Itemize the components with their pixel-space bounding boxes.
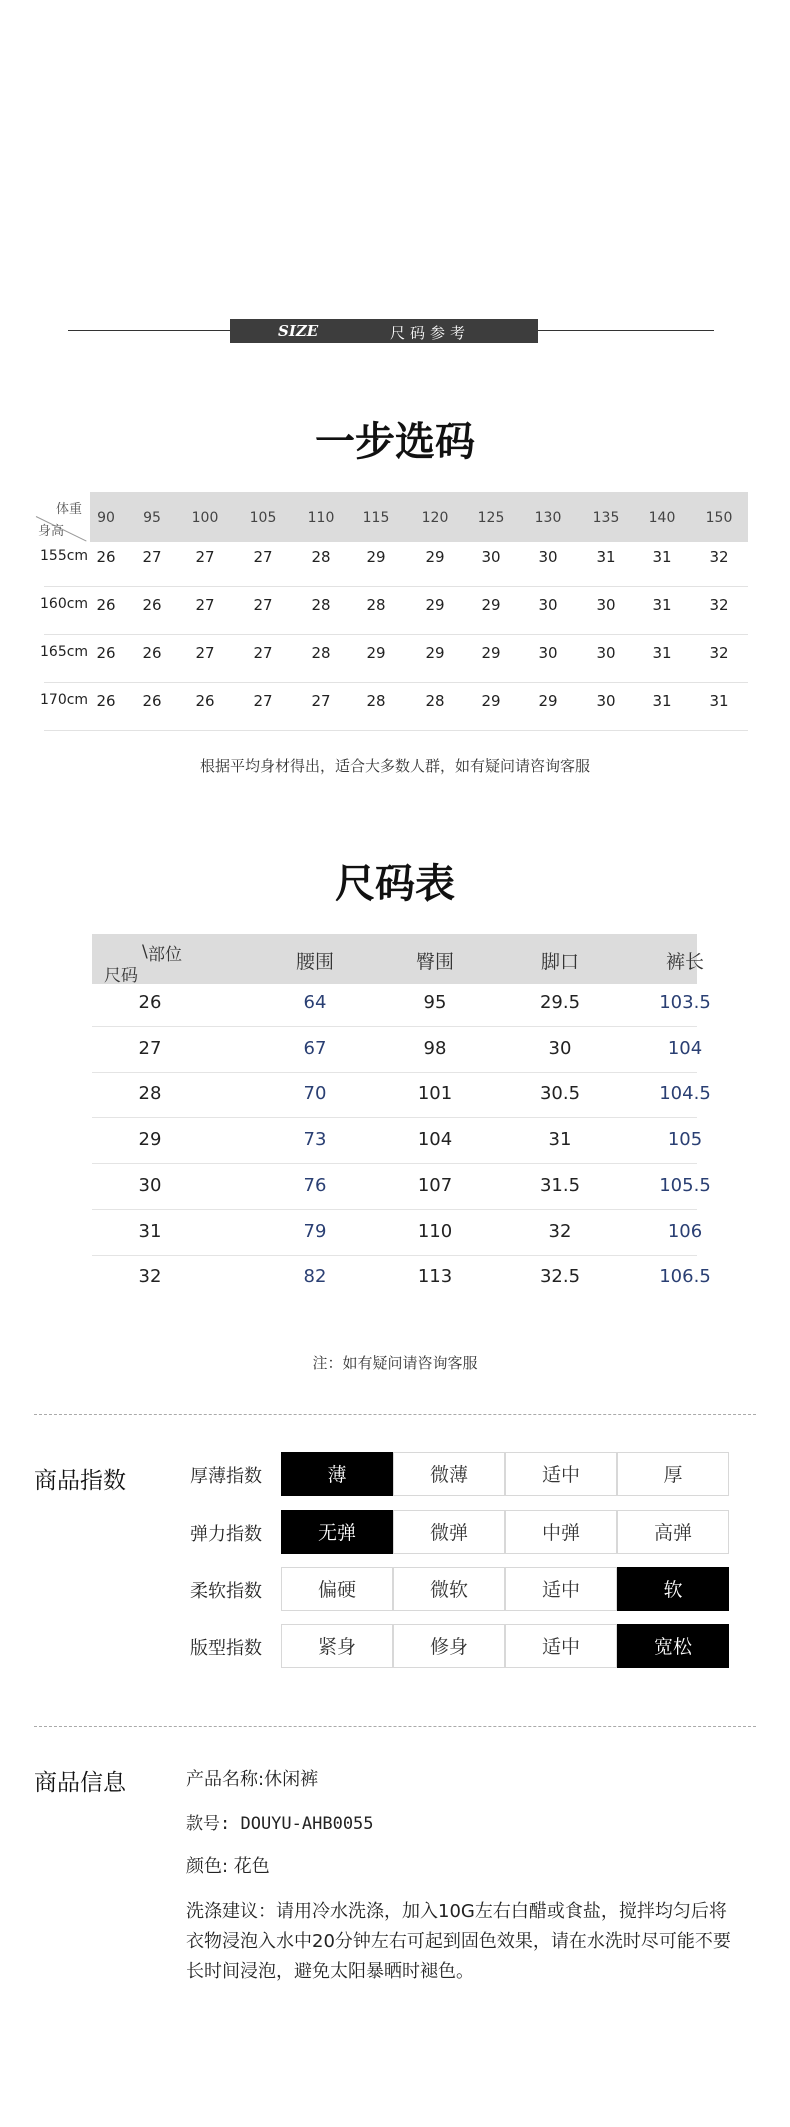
size-cell: 27 bbox=[142, 548, 162, 566]
size-cell: 26 bbox=[96, 644, 116, 662]
size-cell: 31 bbox=[652, 692, 672, 710]
size-cell: 27 bbox=[311, 692, 331, 710]
size-cell: 27 bbox=[253, 548, 273, 566]
measure-waist: 64 bbox=[303, 992, 327, 1013]
measure-hip: 95 bbox=[423, 992, 447, 1013]
size-header-bar bbox=[230, 319, 538, 343]
size-table-title: 尺码表 bbox=[335, 861, 455, 907]
corner-weight-label: 体重 bbox=[56, 502, 83, 517]
corner-height-label: 身高 bbox=[38, 524, 65, 539]
one-step-title: 一步选码 bbox=[315, 419, 475, 465]
index-option: 高弹 bbox=[617, 1510, 729, 1554]
measure-length: 106 bbox=[667, 1221, 703, 1242]
size-cell: 29 bbox=[425, 596, 445, 614]
weight-header-cell: 95 bbox=[143, 510, 161, 526]
size-cell: 28 bbox=[311, 644, 331, 662]
measure-length: 106.5 bbox=[659, 1266, 711, 1287]
size-cell: 31 bbox=[652, 548, 672, 566]
size-table-note: 注：如有疑问请咨询客服 bbox=[312, 1354, 478, 1372]
index-option: 微弹 bbox=[393, 1510, 505, 1554]
measure-hem: 32 bbox=[548, 1221, 572, 1242]
row-divider bbox=[92, 1072, 697, 1073]
measure-length: 105 bbox=[667, 1129, 703, 1150]
size-cell: 27 bbox=[253, 644, 273, 662]
index-section-title: 商品指数 bbox=[34, 1468, 126, 1494]
index-label: 版型指数 bbox=[190, 1638, 262, 1659]
index-option: 无弹 bbox=[281, 1510, 393, 1554]
index-option: 适中 bbox=[505, 1567, 617, 1611]
size-value: 31 bbox=[138, 1221, 162, 1242]
size-cell: 26 bbox=[96, 548, 116, 566]
size-cell: 32 bbox=[709, 596, 729, 614]
index-option: 薄 bbox=[281, 1452, 393, 1496]
product-color: 颜色: 花色 bbox=[186, 1856, 270, 1877]
product-sku: 款号: DOUYU-AHB0055 bbox=[186, 1814, 374, 1834]
index-option: 适中 bbox=[505, 1452, 617, 1496]
measure-waist: 82 bbox=[303, 1266, 327, 1287]
measure-hem: 32.5 bbox=[539, 1266, 581, 1287]
index-option: 偏硬 bbox=[281, 1567, 393, 1611]
header-line-left bbox=[68, 330, 230, 331]
column-header: 脚口 bbox=[540, 951, 579, 973]
row-divider bbox=[44, 634, 748, 635]
measure-hip: 104 bbox=[417, 1129, 453, 1150]
measure-hip: 107 bbox=[417, 1175, 453, 1196]
size-cell: 28 bbox=[366, 596, 386, 614]
size-value: 28 bbox=[138, 1083, 162, 1104]
row-divider bbox=[44, 586, 748, 587]
weight-header-cell: 125 bbox=[477, 510, 505, 526]
size-cell: 29 bbox=[366, 548, 386, 566]
size-cell: 26 bbox=[142, 692, 162, 710]
weight-header-cell: 100 bbox=[191, 510, 219, 526]
measure-hip: 101 bbox=[417, 1083, 453, 1104]
divider-dashed-1 bbox=[34, 1414, 756, 1415]
measure-hem: 31.5 bbox=[539, 1175, 581, 1196]
size-cell: 26 bbox=[195, 692, 215, 710]
measure-waist: 76 bbox=[303, 1175, 327, 1196]
weight-header-cell: 110 bbox=[307, 510, 335, 526]
index-label: 柔软指数 bbox=[190, 1581, 262, 1602]
measure-hem: 31 bbox=[548, 1129, 572, 1150]
index-option: 紧身 bbox=[281, 1624, 393, 1668]
wash-advice-line-3: 长时间浸泡，避免太阳暴晒时褪色。 bbox=[186, 1961, 474, 1982]
size-cell: 28 bbox=[311, 548, 331, 566]
size-cell: 27 bbox=[195, 596, 215, 614]
measure-length: 104 bbox=[667, 1038, 703, 1059]
size-cell: 29 bbox=[425, 548, 445, 566]
size-cell: 30 bbox=[538, 644, 558, 662]
measure-length: 105.5 bbox=[659, 1175, 711, 1196]
header-line-right bbox=[538, 330, 714, 331]
measure-hip: 113 bbox=[417, 1266, 453, 1287]
weight-header-cell: 150 bbox=[705, 510, 733, 526]
weight-header-cell: 105 bbox=[249, 510, 277, 526]
index-option: 厚 bbox=[617, 1452, 729, 1496]
measure-waist: 73 bbox=[303, 1129, 327, 1150]
column-header: 裤长 bbox=[665, 951, 704, 973]
row-divider bbox=[44, 730, 748, 731]
info-section-title: 商品信息 bbox=[34, 1770, 126, 1796]
size-cell: 32 bbox=[709, 548, 729, 566]
corner-part-label: 部位 bbox=[148, 945, 182, 965]
size-cell: 32 bbox=[709, 644, 729, 662]
size-cell: 29 bbox=[425, 644, 445, 662]
size-cell: 26 bbox=[142, 644, 162, 662]
row-divider bbox=[92, 1163, 697, 1164]
height-row-label: 160cm bbox=[40, 596, 89, 612]
measure-length: 104.5 bbox=[659, 1083, 711, 1104]
size-cell: 31 bbox=[652, 596, 672, 614]
size-cell: 30 bbox=[538, 596, 558, 614]
row-divider bbox=[92, 1117, 697, 1118]
wash-advice-line-1: 洗涤建议：请用冷水洗涤，加入10G左右白醋或食盐，搅拌均匀后将 bbox=[186, 1901, 727, 1922]
size-value: 32 bbox=[138, 1266, 162, 1287]
size-cell: 28 bbox=[366, 692, 386, 710]
weight-header-cell: 120 bbox=[421, 510, 449, 526]
index-option: 宽松 bbox=[617, 1624, 729, 1668]
size-cell: 27 bbox=[253, 692, 273, 710]
index-option: 微薄 bbox=[393, 1452, 505, 1496]
size-cell: 27 bbox=[253, 596, 273, 614]
size-header-label: 尺码参考 bbox=[390, 324, 471, 342]
size-cell: 30 bbox=[538, 548, 558, 566]
weight-header-cell: 90 bbox=[97, 510, 115, 526]
corner-slash: \ bbox=[142, 942, 148, 962]
size-value: 30 bbox=[138, 1175, 162, 1196]
row-divider bbox=[92, 1026, 697, 1027]
measure-hip: 110 bbox=[417, 1221, 453, 1242]
size-cell: 26 bbox=[96, 596, 116, 614]
size-cell: 31 bbox=[709, 692, 729, 710]
height-row-label: 155cm bbox=[40, 548, 89, 564]
index-label: 弹力指数 bbox=[190, 1524, 262, 1545]
weight-header-cell: 135 bbox=[592, 510, 620, 526]
index-option: 中弹 bbox=[505, 1510, 617, 1554]
weight-header-cell: 140 bbox=[648, 510, 676, 526]
size-cell: 26 bbox=[96, 692, 116, 710]
weight-header-cell: 130 bbox=[534, 510, 562, 526]
measure-waist: 79 bbox=[303, 1221, 327, 1242]
height-row-label: 165cm bbox=[40, 644, 89, 660]
index-option: 微软 bbox=[393, 1567, 505, 1611]
divider-dashed-2 bbox=[34, 1726, 756, 1727]
column-header: 腰围 bbox=[295, 951, 334, 973]
measure-waist: 67 bbox=[303, 1038, 327, 1059]
column-header: 臀围 bbox=[415, 951, 454, 973]
size-cell: 29 bbox=[481, 692, 501, 710]
size-cell: 27 bbox=[195, 548, 215, 566]
index-option: 修身 bbox=[393, 1624, 505, 1668]
index-option: 适中 bbox=[505, 1624, 617, 1668]
size-cell: 30 bbox=[596, 596, 616, 614]
size-word: SIZE bbox=[278, 322, 319, 340]
size-cell: 30 bbox=[481, 548, 501, 566]
weight-header-cell: 115 bbox=[362, 510, 390, 526]
size-value: 27 bbox=[138, 1038, 162, 1059]
size-value: 29 bbox=[138, 1129, 162, 1150]
height-row-label: 170cm bbox=[40, 692, 89, 708]
one-step-note: 根据平均身材得出，适合大多数人群，如有疑问请咨询客服 bbox=[199, 757, 590, 775]
size-cell: 27 bbox=[195, 644, 215, 662]
measure-waist: 70 bbox=[303, 1083, 327, 1104]
row-divider bbox=[92, 1209, 697, 1210]
size-cell: 29 bbox=[538, 692, 558, 710]
size-cell: 30 bbox=[596, 644, 616, 662]
row-divider bbox=[92, 1255, 697, 1256]
size-cell: 29 bbox=[481, 644, 501, 662]
measure-length: 103.5 bbox=[659, 992, 711, 1013]
measure-hem: 30.5 bbox=[539, 1083, 581, 1104]
row-divider bbox=[44, 682, 748, 683]
size-cell: 28 bbox=[311, 596, 331, 614]
size-cell: 28 bbox=[425, 692, 445, 710]
size-cell: 30 bbox=[596, 692, 616, 710]
measure-hem: 29.5 bbox=[539, 992, 581, 1013]
measure-hem: 30 bbox=[548, 1038, 572, 1059]
product-name: 产品名称:休闲裤 bbox=[186, 1769, 319, 1790]
wash-advice-line-2: 衣物浸泡入水中20分钟左右可起到固色效果，请在水洗时尽可能不要 bbox=[186, 1931, 731, 1952]
size-value: 26 bbox=[138, 992, 162, 1013]
index-option: 软 bbox=[617, 1567, 729, 1611]
size-cell: 29 bbox=[366, 644, 386, 662]
index-label: 厚薄指数 bbox=[190, 1466, 262, 1487]
size-cell: 31 bbox=[652, 644, 672, 662]
corner-size-label: 尺码 bbox=[104, 966, 138, 986]
size-cell: 26 bbox=[142, 596, 162, 614]
measure-hip: 98 bbox=[423, 1038, 447, 1059]
size-cell: 31 bbox=[596, 548, 616, 566]
size-cell: 29 bbox=[481, 596, 501, 614]
